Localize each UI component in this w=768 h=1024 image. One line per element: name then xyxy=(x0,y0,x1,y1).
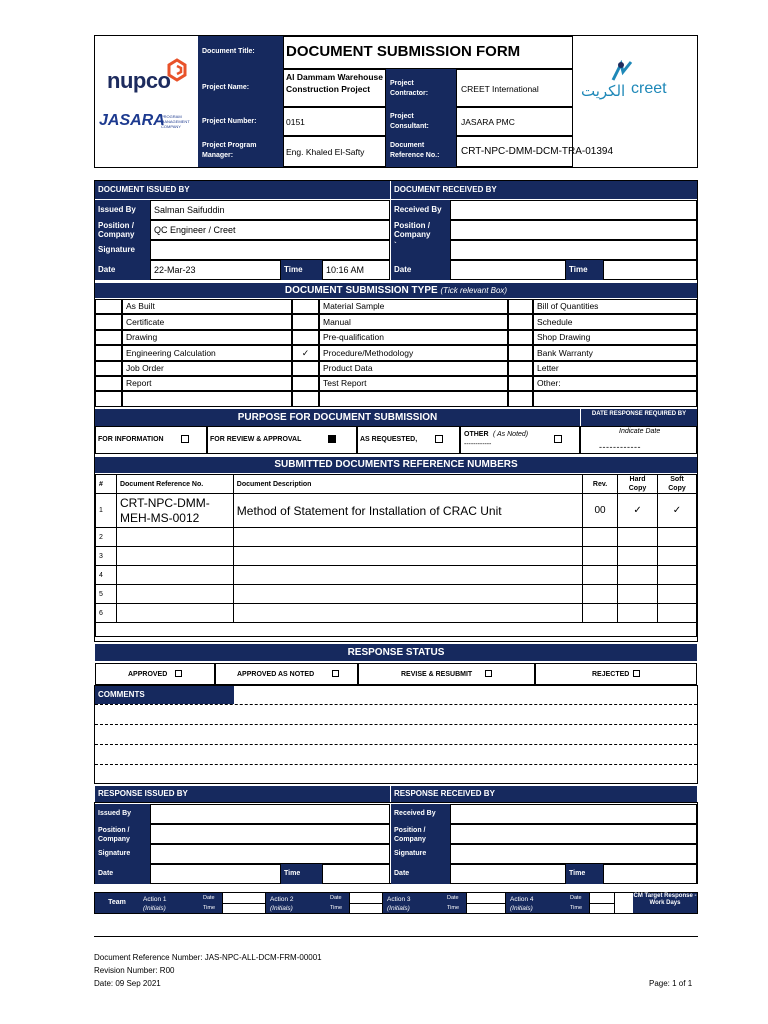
row-hard-copy[interactable] xyxy=(618,547,658,566)
action-field-divider xyxy=(467,903,505,904)
resp-signature-label: Signature xyxy=(95,844,150,864)
action-datetime-label xyxy=(329,893,349,913)
row-soft-copy[interactable] xyxy=(657,604,696,623)
row-number[interactable]: 5 xyxy=(96,585,117,604)
response-status-header: RESPONSE STATUS xyxy=(95,644,697,661)
doc-ref-value: CRT-NPC-DMM-DCM-TRA-01394 xyxy=(456,136,573,167)
document-title-label: Document Title: xyxy=(198,36,283,69)
col-ref: Document Reference No. xyxy=(116,475,233,494)
response-revise[interactable] xyxy=(358,663,535,685)
response-approved[interactable] xyxy=(95,663,215,685)
col-soft: Soft Copy xyxy=(657,475,696,494)
for-review-label: FOR REVIEW & APPROVAL xyxy=(210,436,302,443)
resp-issued-by-label: Issued By xyxy=(95,804,150,824)
row-rev[interactable] xyxy=(583,585,618,604)
date-label: Date xyxy=(95,260,150,280)
submission-type-checkbox[interactable] xyxy=(95,391,122,407)
action-datetime-field[interactable] xyxy=(589,893,615,913)
submission-type-label: Shop Drawing xyxy=(533,330,697,345)
submission-type-label: Letter xyxy=(533,361,697,376)
action-name: Action 1 xyxy=(143,896,167,903)
signature-r-value[interactable] xyxy=(450,240,697,260)
date-response-header: DATE RESPONSE REQUIRED BY xyxy=(581,409,697,426)
rejected-label: REJECTED xyxy=(592,671,630,678)
time-r-label: Time xyxy=(566,260,603,280)
row-doc-desc[interactable] xyxy=(233,547,582,566)
row-rev[interactable]: 00 xyxy=(583,494,618,528)
submission-type-label: Schedule xyxy=(533,314,697,330)
row-doc-desc[interactable] xyxy=(233,566,582,585)
project-consultant-label: Project Consultant: xyxy=(386,107,456,136)
submission-type-label: Certificate xyxy=(122,314,292,330)
revise-label: REVISE & RESUBMIT xyxy=(401,671,473,678)
row-rev[interactable] xyxy=(583,604,618,623)
submission-type-label: Test Report xyxy=(319,376,508,391)
response-issued-header: RESPONSE ISSUED BY xyxy=(95,786,390,802)
row-doc-ref[interactable] xyxy=(116,528,233,547)
action-name: Action 2 xyxy=(270,896,294,903)
program-manager-value: Eng. Khaled El-Safty xyxy=(283,136,386,167)
issued-by-header: DOCUMENT ISSUED BY xyxy=(95,181,390,199)
for-information-label: FOR INFORMATION xyxy=(98,436,164,443)
project-name-label: Project Name: xyxy=(198,69,283,107)
submission-type-label xyxy=(533,391,697,407)
action-date-label: Date xyxy=(447,895,459,901)
received-by-label: Received By xyxy=(391,200,450,220)
date-r-value[interactable] xyxy=(450,260,566,280)
resp-signature-r-label: Signature xyxy=(391,844,450,864)
action-field-divider xyxy=(350,903,382,904)
position-r-label: Position / Company xyxy=(391,220,450,240)
jasara-logo xyxy=(99,112,195,132)
submission-type-checkbox[interactable]: ✓ xyxy=(292,345,319,361)
response-received-header: RESPONSE RECEIVED BY xyxy=(391,786,697,802)
resp-time-r-label: Time xyxy=(566,864,603,884)
action-initials: (Initials) xyxy=(387,905,410,912)
row-soft-copy[interactable] xyxy=(657,585,696,604)
position-value[interactable]: QC Engineer / Creet xyxy=(150,220,390,240)
received-by-header: DOCUMENT RECEIVED BY xyxy=(391,181,697,199)
footer-doc-ref: Document Reference Number: JAS-NPC-ALL-DCM-FRM-00001 xyxy=(94,953,322,962)
row-number[interactable]: 2 xyxy=(96,528,117,547)
footer-revision: Revision Number: R00 xyxy=(94,966,175,975)
submission-type-label: Engineering Calculation xyxy=(122,345,292,361)
purpose-header: PURPOSE FOR DOCUMENT SUBMISSION xyxy=(95,409,580,426)
table-row xyxy=(96,528,697,547)
submission-type-label xyxy=(122,391,292,407)
submission-type-subtitle: (Tick relevant Box) xyxy=(440,286,508,295)
resp-time-r-value[interactable] xyxy=(603,864,697,884)
project-name-value: Al Dammam Warehouse Construction Project xyxy=(283,69,386,107)
submitted-header: SUBMITTED DOCUMENTS REFERENCE NUMBERS xyxy=(95,457,697,473)
row-rev[interactable] xyxy=(583,528,618,547)
row-number[interactable]: 1 xyxy=(96,494,117,528)
row-doc-ref[interactable] xyxy=(116,547,233,566)
resp-position-value[interactable] xyxy=(150,824,390,844)
document-title-value: DOCUMENT SUBMISSION FORM xyxy=(283,36,573,69)
action-time-label: Time xyxy=(330,905,343,911)
header-block xyxy=(94,35,698,168)
row-hard-copy[interactable] xyxy=(618,604,658,623)
resp-date-label: Date xyxy=(95,864,150,884)
signature-r-label: ` xyxy=(391,240,450,260)
submission-type-checkbox[interactable] xyxy=(95,345,122,361)
purpose-for-information[interactable] xyxy=(95,426,207,454)
submission-type-label: Procedure/Methodology xyxy=(319,345,508,361)
issued-by-value[interactable]: Salman Saifuddin xyxy=(150,200,390,220)
indicate-date-dashes: - - - - - - - - - - - - xyxy=(599,442,640,452)
resp-issued-by-value[interactable] xyxy=(150,804,390,824)
row-rev[interactable] xyxy=(583,566,618,585)
creet-logo-arabic: الكريت xyxy=(581,82,626,100)
submission-type-checkbox[interactable] xyxy=(292,361,319,376)
row-hard-copy[interactable] xyxy=(618,585,658,604)
submission-type-label: Manual xyxy=(319,314,508,330)
comments-label: COMMENTS xyxy=(95,685,234,704)
table-row xyxy=(96,585,697,604)
resp-position-r-label: Position / Company xyxy=(391,824,450,844)
action-time-label: Time xyxy=(203,905,216,911)
action-field-divider xyxy=(590,903,614,904)
submission-type-label: Bill of Quantities xyxy=(533,299,697,314)
time-value[interactable]: 10:16 AM xyxy=(322,260,390,280)
table-row xyxy=(96,547,697,566)
as-requested-checkbox[interactable] xyxy=(435,435,443,443)
action-time-label: Time xyxy=(570,905,583,911)
submission-type-checkbox[interactable] xyxy=(508,314,533,330)
response-approved-noted[interactable] xyxy=(215,663,358,685)
row-soft-copy[interactable] xyxy=(657,528,696,547)
date-value[interactable]: 22-Mar-23 xyxy=(150,260,281,280)
table-row xyxy=(96,566,697,585)
nupco-logo-text: nupco xyxy=(107,68,171,93)
action-date-label: Date xyxy=(330,895,342,901)
resp-position-r-value[interactable] xyxy=(450,824,697,844)
action-label xyxy=(383,893,446,913)
date-r-label: Date xyxy=(391,260,450,280)
creet-logo xyxy=(581,60,693,112)
col-rev: Rev. xyxy=(583,475,618,494)
action-name: Action 4 xyxy=(510,896,534,903)
received-by-value[interactable] xyxy=(450,200,697,220)
table-footer-blank xyxy=(96,623,697,637)
row-doc-desc[interactable] xyxy=(233,604,582,623)
submission-type-label: Drawing xyxy=(122,330,292,345)
action-label xyxy=(266,893,329,913)
resp-signature-r-value[interactable] xyxy=(450,844,697,864)
submission-type-checkbox[interactable] xyxy=(292,376,319,391)
approved-label: APPROVED xyxy=(128,671,168,678)
approved-noted-checkbox[interactable] xyxy=(332,670,339,677)
creet-logo-text: creet xyxy=(631,80,667,97)
project-contractor-value: CREET International xyxy=(456,69,573,107)
project-number-value: 0151 xyxy=(283,107,386,136)
date-response-field[interactable] xyxy=(580,426,697,454)
table-row-blank xyxy=(96,623,697,637)
row-hard-copy[interactable]: ✓ xyxy=(618,494,658,528)
col-no: # xyxy=(96,475,117,494)
resp-date-r-value[interactable] xyxy=(450,864,566,884)
col-hard: Hard Copy xyxy=(618,475,658,494)
team-label: Team xyxy=(95,893,139,913)
action-datetime-label xyxy=(446,893,466,913)
resp-received-by-value[interactable] xyxy=(450,804,697,824)
submission-type-checkbox[interactable] xyxy=(95,361,122,376)
as-requested-label: AS REQUESTED, xyxy=(360,436,418,443)
footer-page: Page: 1 of 1 xyxy=(649,979,693,988)
action-date-label: Date xyxy=(203,895,215,901)
resp-time-label: Time xyxy=(281,864,322,884)
action-label xyxy=(139,893,202,913)
action-name: Action 3 xyxy=(387,896,411,903)
row-doc-ref[interactable] xyxy=(116,604,233,623)
resp-signature-value[interactable] xyxy=(150,844,390,864)
action-initials: (Initials) xyxy=(270,905,293,912)
submission-type-grid xyxy=(95,299,697,407)
comments-area[interactable] xyxy=(94,685,698,784)
row-doc-ref[interactable] xyxy=(116,566,233,585)
other-label: OTHER xyxy=(464,431,489,438)
row-doc-desc[interactable] xyxy=(233,585,582,604)
submission-type-checkbox[interactable] xyxy=(508,299,533,314)
footer-divider xyxy=(94,936,698,937)
row-doc-desc[interactable]: Method of Statement for Installation of CRAC Unit xyxy=(233,494,582,528)
submission-type-label: Bank Warranty xyxy=(533,345,697,361)
purpose-as-requested[interactable] xyxy=(357,426,460,454)
resp-received-by-label: Received By xyxy=(391,804,450,824)
submission-type-header xyxy=(95,283,697,298)
submission-type-checkbox[interactable] xyxy=(508,361,533,376)
action-datetime-label xyxy=(202,893,222,913)
submission-type-checkbox[interactable] xyxy=(95,376,122,391)
for-information-checkbox[interactable] xyxy=(181,435,189,443)
row-soft-copy[interactable] xyxy=(657,547,696,566)
revise-checkbox[interactable] xyxy=(485,670,492,677)
submission-type-label: Pre-qualification xyxy=(319,330,508,345)
action-datetime-field[interactable] xyxy=(349,893,383,913)
program-manager-label: Project Program Manager: xyxy=(198,136,283,167)
action-datetime-label xyxy=(569,893,589,913)
action-initials: (Initials) xyxy=(143,905,166,912)
row-doc-desc[interactable] xyxy=(233,528,582,547)
submission-type-label: Other: xyxy=(533,376,697,391)
row-number[interactable]: 4 xyxy=(96,566,117,585)
nupco-logo xyxy=(103,58,189,98)
cm-target-label: CM Target Response - Work Days xyxy=(633,893,697,913)
other-note: ( As Noted) xyxy=(493,431,529,438)
submission-type-checkbox[interactable] xyxy=(508,330,533,345)
resp-date-value[interactable] xyxy=(150,864,281,884)
row-hard-copy[interactable] xyxy=(618,528,658,547)
approved-noted-label: APPROVED AS NOTED xyxy=(237,671,315,678)
submitted-table xyxy=(95,474,697,637)
time-label: Time xyxy=(281,260,322,280)
time-r-value[interactable] xyxy=(603,260,697,280)
indicate-date-label: Indicate Date xyxy=(619,428,661,435)
submission-type-label: Material Sample xyxy=(319,299,508,314)
position-r-value[interactable] xyxy=(450,220,697,240)
jasara-logo-sub: PROGRAM MANAGEMENT COMPANY xyxy=(161,114,190,129)
submission-type-label: Product Data xyxy=(319,361,508,376)
submission-type-checkbox[interactable] xyxy=(95,330,122,345)
project-contractor-label: Project Contractor: xyxy=(386,69,456,107)
rejected-checkbox[interactable] xyxy=(633,670,640,677)
approved-checkbox[interactable] xyxy=(175,670,182,677)
response-rejected[interactable] xyxy=(535,663,697,685)
doc-ref-label: Document Reference No.: xyxy=(386,136,456,167)
submission-type-checkbox[interactable] xyxy=(95,314,122,330)
row-rev[interactable] xyxy=(583,547,618,566)
action-datetime-field[interactable] xyxy=(466,893,506,913)
table-row xyxy=(96,604,697,623)
row-hard-copy[interactable] xyxy=(618,566,658,585)
col-desc: Document Description xyxy=(233,475,582,494)
footer-date: Date: 09 Sep 2021 xyxy=(94,979,161,988)
purpose-for-review[interactable] xyxy=(207,426,357,454)
project-number-label: Project Number: xyxy=(198,107,283,136)
action-time-label: Time xyxy=(447,905,460,911)
submission-type-label: Job Order xyxy=(122,361,292,376)
action-initials: (Initials) xyxy=(510,905,533,912)
resp-date-r-label: Date xyxy=(391,864,450,884)
submission-type-label xyxy=(319,391,508,407)
row-number[interactable]: 6 xyxy=(96,604,117,623)
submission-type-checkbox[interactable] xyxy=(292,314,319,330)
signature-value[interactable] xyxy=(150,240,390,260)
submission-type-checkbox[interactable] xyxy=(292,391,319,407)
resp-position-label: Position / Company xyxy=(95,824,150,844)
submission-type-checkbox[interactable] xyxy=(508,391,533,407)
actions-row xyxy=(94,892,698,914)
other-dashes: - - - - - - - - - - - - xyxy=(464,441,491,448)
submission-type-label: Report xyxy=(122,376,292,391)
purpose-other[interactable] xyxy=(460,426,580,454)
nupco-mark-icon xyxy=(165,58,189,82)
row-doc-ref[interactable] xyxy=(116,585,233,604)
signature-label: Signature xyxy=(95,240,150,260)
for-review-checkbox[interactable] xyxy=(328,435,336,443)
action-label xyxy=(506,893,569,913)
other-checkbox[interactable] xyxy=(554,435,562,443)
submission-type-checkbox[interactable] xyxy=(292,299,319,314)
action-field-divider xyxy=(223,903,265,904)
submission-type-checkbox[interactable] xyxy=(508,345,533,361)
jasara-logo-text: JASARA xyxy=(99,112,165,129)
issued-by-label: Issued By xyxy=(95,200,150,220)
table-row xyxy=(96,494,697,528)
row-number[interactable]: 3 xyxy=(96,547,117,566)
submission-type-checkbox[interactable] xyxy=(292,330,319,345)
row-doc-ref[interactable]: CRT-NPC-DMM-MEH-MS-0012 xyxy=(116,494,233,528)
submission-type-title: DOCUMENT SUBMISSION TYPE xyxy=(284,285,438,296)
resp-time-value[interactable] xyxy=(322,864,390,884)
action-date-label: Date xyxy=(570,895,582,901)
submission-type-checkbox[interactable] xyxy=(95,299,122,314)
submission-type-checkbox[interactable] xyxy=(508,376,533,391)
project-consultant-value: JASARA PMC xyxy=(456,107,573,136)
row-soft-copy[interactable]: ✓ xyxy=(657,494,696,528)
position-label: Position / Company xyxy=(95,220,150,240)
row-soft-copy[interactable] xyxy=(657,566,696,585)
submission-type-label: As Built xyxy=(122,299,292,314)
action-datetime-field[interactable] xyxy=(222,893,266,913)
